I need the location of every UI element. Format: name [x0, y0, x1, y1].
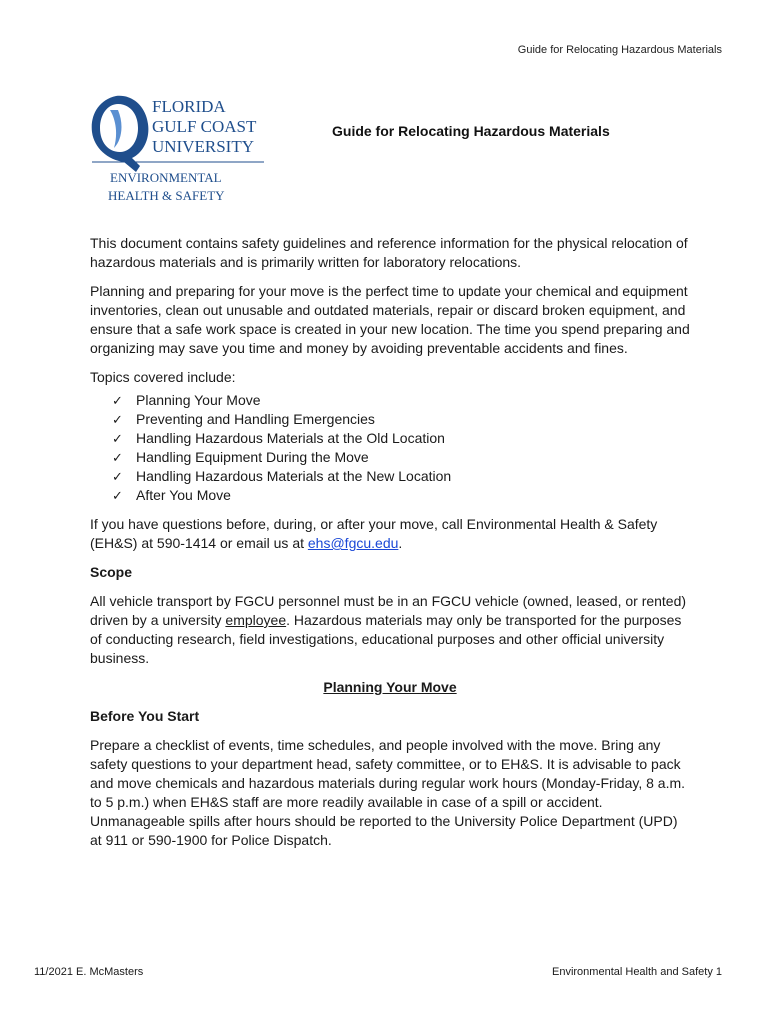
planning-paragraph: Prepare a checklist of events, time schedules, and people involved with the move. Bring any safety questions to your department head, safety committee, or to EH&S. It is advisable to pack and move chemicals and hazardous materials during regular work hours (Monday-Friday, 8 a.m. to 5 p.m.) when EH&S staff are more readily available in case of a spill or accident. Unmanageable spills after hours should be reported to the University Police Department (UPD) at 911 or 590-1900 for Police Dispatch.: [90, 737, 686, 848]
footer-date-author: 11/2021 E. McMasters: [34, 966, 144, 978]
scope-text-end: . Hazardous materials may only be transported for the purposes of conducting research, field investigations, educational purposes and other official university business.: [90, 612, 682, 666]
document-title: Guide for Relocating Hazardous Materials: [332, 123, 610, 139]
scope-paragraph: [90, 592, 690, 668]
fgcu-ehs-logo: [88, 90, 268, 205]
running-header: Guide for Relocating Hazardous Materials: [517, 44, 722, 56]
list-item: [112, 410, 690, 429]
checkmark-icon: ✓: [112, 488, 123, 503]
scope-text: All vehicle transport by FGCU personnel must be in an FGCU vehicle (owned, leased, or rented) driven by a university: [90, 593, 687, 628]
wave-icon: [110, 110, 121, 148]
contact-paragraph: [90, 515, 690, 553]
intro-paragraph-2: Planning and preparing for your move is the perfect time to update your chemical and equipment inventories, clean out unusable and outdated materials, repair or discard broken equipment, and ensure that a safe work space is created in your new location. The time you spend preparing and organizing may save you time and money by avoiding preventable accidents and fines.: [90, 283, 690, 356]
logo-line-florida: FLORIDA: [152, 97, 226, 116]
list-item: [112, 467, 690, 486]
email-link[interactable]: ehs@fgcu.edu: [307, 535, 399, 551]
topic-label: Planning Your Move: [136, 392, 261, 408]
topics-list: [90, 391, 690, 505]
logo-line-health-safety: HEALTH & SAFETY: [108, 188, 225, 203]
list-item: [112, 486, 690, 505]
topic-label: Preventing and Handling Emergencies: [136, 411, 375, 427]
topic-label: Handling Equipment During the Move: [136, 449, 369, 465]
checkmark-icon: ✓: [112, 469, 123, 484]
list-item: [112, 448, 690, 467]
intro-paragraph-1: This document contains safety guidelines and reference information for the physical relocation of hazardous materials and is primarily written for laboratory relocations.: [90, 235, 688, 270]
document-body: [90, 234, 690, 860]
list-item: [112, 429, 690, 448]
planning-heading: Planning Your Move: [323, 679, 457, 695]
checkmark-icon: ✓: [112, 450, 123, 465]
logo-line-university: UNIVERSITY: [152, 137, 254, 156]
before-you-start-heading: Before You Start: [90, 708, 200, 724]
topics-heading: Topics covered include:: [90, 369, 236, 385]
checkmark-icon: ✓: [112, 431, 123, 446]
topic-label: Handling Hazardous Materials at the Old Location: [136, 430, 445, 446]
fgcu-logo-graphic: [88, 90, 268, 205]
footer-page-label: Environmental Health and Safety 1: [552, 966, 722, 978]
topic-label: After You Move: [136, 487, 231, 503]
topic-label: Handling Hazardous Materials at the New Location: [136, 468, 452, 484]
contact-text: If you have questions before, during, or after your move, call Environmental Health & Safety (EH&S) at 590-1414 or email us at: [90, 516, 658, 551]
logo-line-gulf-coast: GULF COAST: [152, 117, 257, 136]
scope-heading: Scope: [90, 564, 133, 580]
scope-underlined-term: employee: [225, 612, 287, 628]
checkmark-icon: ✓: [112, 412, 123, 427]
list-item: [112, 391, 690, 410]
logo-line-environmental: ENVIRONMENTAL: [110, 170, 222, 185]
checkmark-icon: ✓: [112, 393, 123, 408]
contact-text-end: .: [398, 535, 403, 551]
